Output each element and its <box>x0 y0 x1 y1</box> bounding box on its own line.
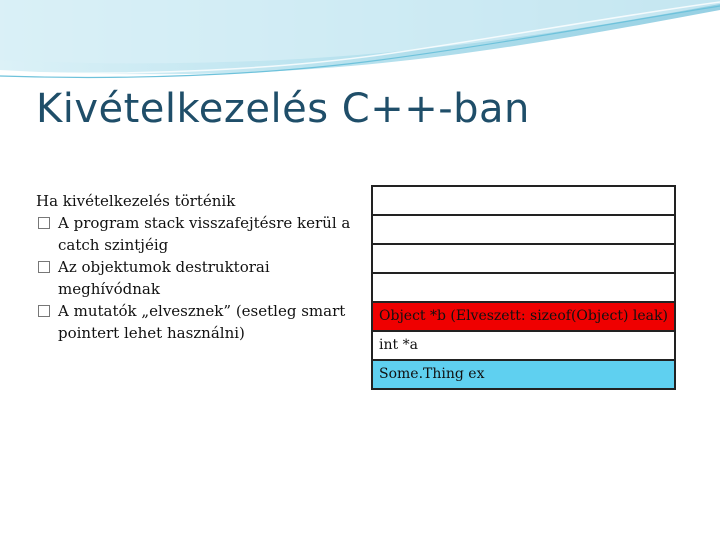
checkbox-bullet-icon <box>38 305 50 317</box>
bullet-text: A program stack visszafejtésre kerül a catch szintjéig <box>58 214 351 254</box>
stack-cell-leaked-object: Object *b (Elveszett: sizeof(Object) leak) <box>373 303 674 332</box>
stack-cell-empty <box>373 274 674 303</box>
bullet-item <box>36 212 356 256</box>
bullet-text: Az objektumok destruktorai meghívódnak <box>58 258 270 298</box>
checkbox-bullet-icon <box>38 217 50 229</box>
slide-title: Kivételkezelés C++-ban <box>36 86 530 132</box>
bullet-item <box>36 256 356 300</box>
stack-cell-empty <box>373 187 674 216</box>
bullet-item <box>36 300 356 344</box>
stack-cell-empty <box>373 245 674 274</box>
stack-cell-int-pointer: int *a <box>373 332 674 361</box>
stack-cell-empty <box>373 216 674 245</box>
bullet-text: A mutatók „elvesznek” (esetleg smart pointert lehet használni) <box>58 302 346 342</box>
bullet-list <box>36 190 356 344</box>
header-wave-decoration <box>0 0 720 90</box>
stack-diagram <box>371 185 676 390</box>
stack-cell-exception: Some.Thing ex <box>373 361 674 390</box>
checkbox-bullet-icon <box>38 261 50 273</box>
intro-text: Ha kivételkezelés történik <box>36 192 236 210</box>
